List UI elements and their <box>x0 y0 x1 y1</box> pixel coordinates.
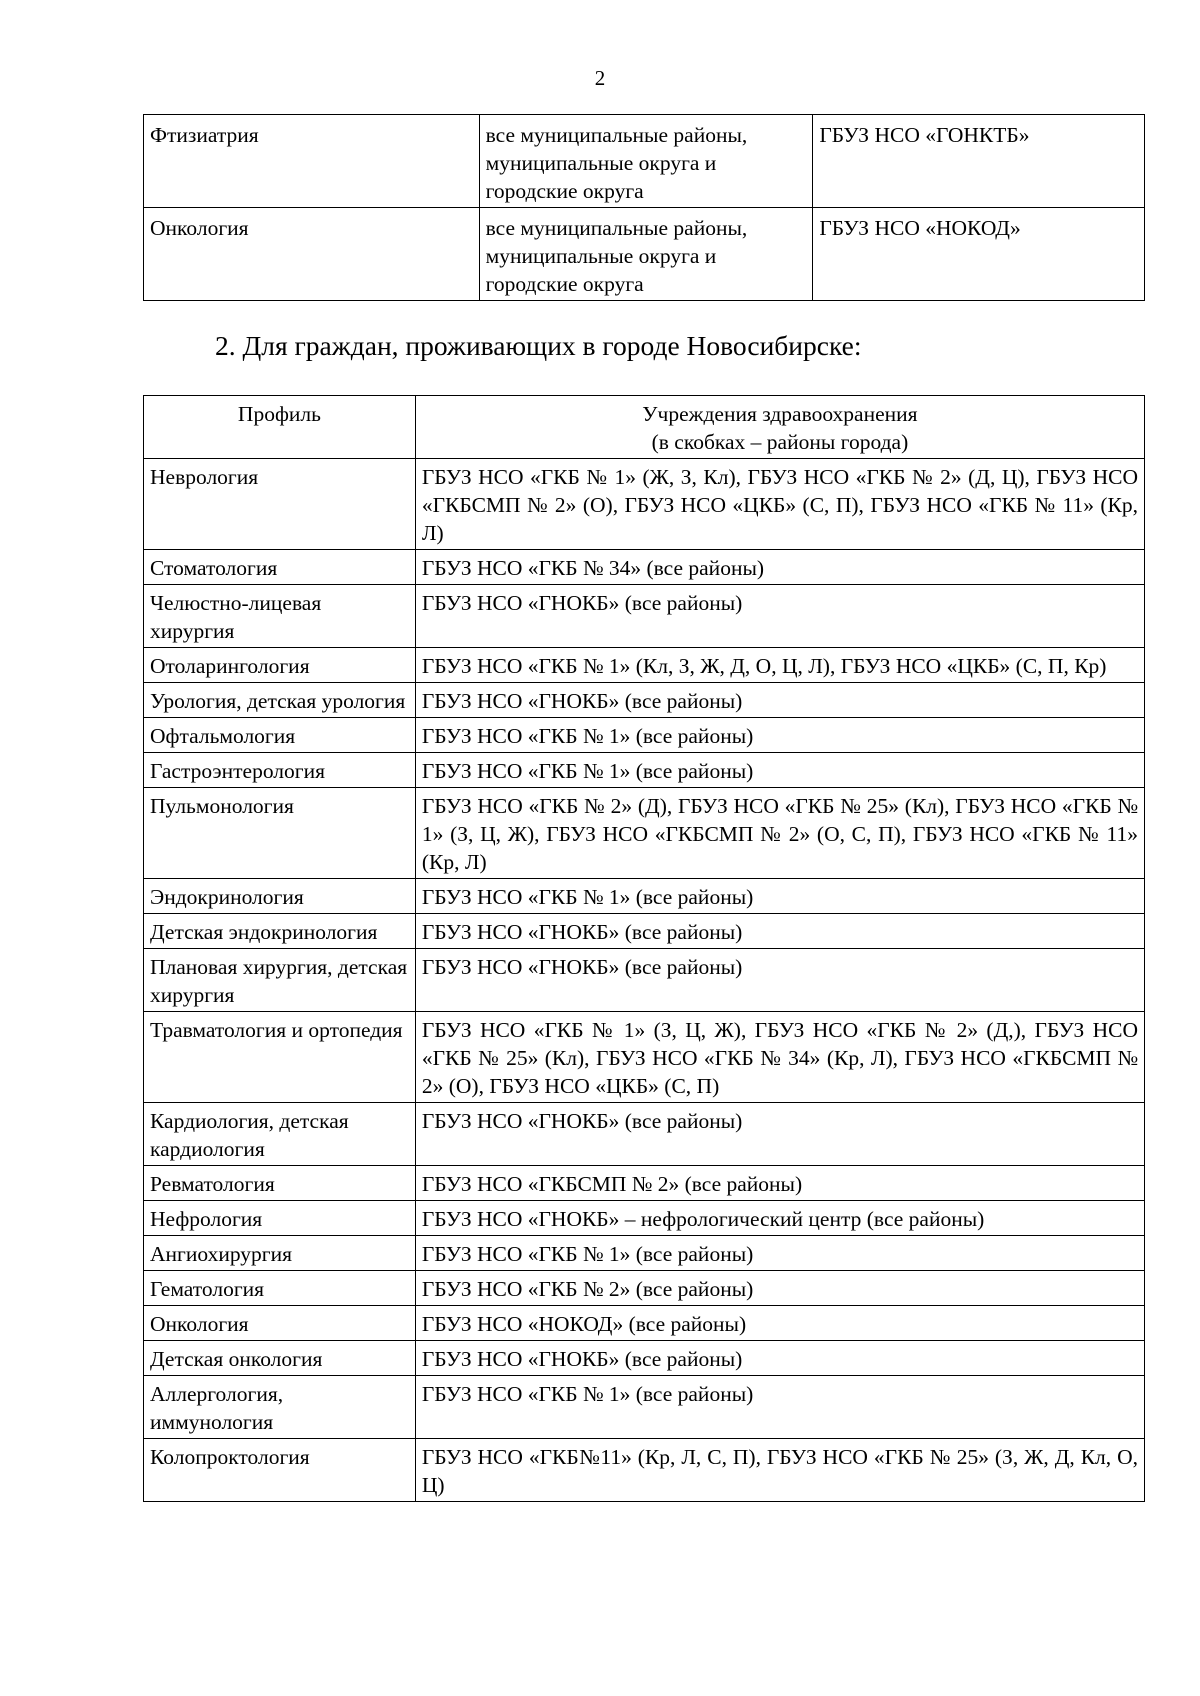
institutions-cell: ГБУЗ НСО «ГКБ № 2» (все районы) <box>415 1271 1144 1306</box>
table-row <box>144 753 1145 788</box>
profile-cell: Стоматология <box>144 550 416 585</box>
header-institutions-line2: (в скобках – районы города) <box>651 430 909 454</box>
institutions-cell: ГБУЗ НСО «ГКБ № 1» (все районы) <box>415 753 1144 788</box>
section-heading: 2. Для граждан, проживающих в городе Новосибирске: <box>215 330 862 361</box>
profile-cell: Нефрология <box>144 1201 416 1236</box>
table-row <box>144 879 1145 914</box>
profile-cell: Гематология <box>144 1271 416 1306</box>
table-row <box>144 1376 1145 1439</box>
institutions-cell: ГБУЗ НСО «ГКБ № 34» (все районы) <box>415 550 1144 585</box>
profile-cell: Урология, детская урология <box>144 683 416 718</box>
institutions-cell: ГБУЗ НСО «ГКБ № 1» (Ж, З, Кл), ГБУЗ НСО «ГКБ № 2» (Д, Ц), ГБУЗ НСО «ГКБСМП № 2» (О), ГБУЗ НСО «ЦКБ» (С, П), ГБУЗ НСО «ГКБ № 11» (Кр, Л) <box>415 459 1144 550</box>
table-row <box>144 683 1145 718</box>
table-row <box>144 1306 1145 1341</box>
institutions-cell: ГБУЗ НСО «ГКБ № 1» (все районы) <box>415 718 1144 753</box>
institutions-cell: ГБУЗ НСО «ГКБ № 1» (З, Ц, Ж), ГБУЗ НСО «ГКБ № 2» (Д,), ГБУЗ НСО «ГКБ № 25» (Кл), ГБУЗ НСО «ГКБ № 34» (Кр, Л), ГБУЗ НСО «ГКБСМП № 2» (О), ГБУЗ НСО «ЦКБ» (С, П) <box>415 1012 1144 1103</box>
page-number: 2 <box>594 66 606 90</box>
institutions-cell: ГБУЗ НСО «НОКОД» (все районы) <box>415 1306 1144 1341</box>
table-row <box>144 459 1145 550</box>
institutions-cell: ГБУЗ НСО «ГКБСМП № 2» (все районы) <box>415 1166 1144 1201</box>
table-row <box>144 1271 1145 1306</box>
header-institutions-line1: Учреждения здравоохранения <box>642 402 918 426</box>
profile-cell: Травматология и ортопедия <box>144 1012 416 1103</box>
institutions-cell: ГБУЗ НСО «ГНОКБ» (все районы) <box>415 585 1144 648</box>
profile-cell: Детская онкология <box>144 1341 416 1376</box>
table-row <box>144 788 1145 879</box>
city-table <box>143 395 1145 1502</box>
profile-cell: Неврология <box>144 459 416 550</box>
profile-cell: Пульмонология <box>144 788 416 879</box>
area-cell: все муниципальные районы, муниципальные округа и городские округа <box>479 208 813 301</box>
profile-cell: Отоларингология <box>144 648 416 683</box>
profile-cell: Челюстно-лицевая хирургия <box>144 585 416 648</box>
institutions-cell: ГБУЗ НСО «ГНОКБ» – нефрологический центр (все районы) <box>415 1201 1144 1236</box>
institutions-cell: ГБУЗ НСО «ГКБ № 1» (все районы) <box>415 1236 1144 1271</box>
institutions-cell: ГБУЗ НСО «ГНОКБ» (все районы) <box>415 683 1144 718</box>
profile-cell: Онкология <box>144 1306 416 1341</box>
profile-cell: Плановая хирургия, детская хирургия <box>144 949 416 1012</box>
profile-cell: Гастроэнтерология <box>144 753 416 788</box>
table-row <box>144 1236 1145 1271</box>
area-cell: все муниципальные районы, муниципальные округа и городские округа <box>479 115 813 208</box>
profile-cell: Офтальмология <box>144 718 416 753</box>
header-institutions <box>415 396 1144 459</box>
institution-cell: ГБУЗ НСО «ГОНКТБ» <box>813 115 1145 208</box>
profile-cell: Аллергология, иммунология <box>144 1376 416 1439</box>
table-row <box>144 1201 1145 1236</box>
table-row <box>144 208 1145 301</box>
institutions-cell: ГБУЗ НСО «ГКБ № 1» (все районы) <box>415 1376 1144 1439</box>
table-row <box>144 585 1145 648</box>
profile-cell: Ангиохирургия <box>144 1236 416 1271</box>
table-row <box>144 115 1145 208</box>
profile-cell: Фтизиатрия <box>144 115 480 208</box>
institutions-cell: ГБУЗ НСО «ГНОКБ» (все районы) <box>415 1103 1144 1166</box>
table-row <box>144 1166 1145 1201</box>
profile-cell: Колопроктология <box>144 1439 416 1502</box>
header-profile: Профиль <box>144 396 416 459</box>
table-row <box>144 1439 1145 1502</box>
profile-cell: Детская эндокринология <box>144 914 416 949</box>
table-header-row <box>144 396 1145 459</box>
table-row <box>144 550 1145 585</box>
profile-cell: Онкология <box>144 208 480 301</box>
table-row <box>144 718 1145 753</box>
profile-cell: Эндокринология <box>144 879 416 914</box>
table-row <box>144 949 1145 1012</box>
institutions-cell: ГБУЗ НСО «ГКБ № 1» (все районы) <box>415 879 1144 914</box>
institution-cell: ГБУЗ НСО «НОКОД» <box>813 208 1145 301</box>
profile-cell: Кардиология, детская кардиология <box>144 1103 416 1166</box>
table-row <box>144 1012 1145 1103</box>
table-row <box>144 648 1145 683</box>
table-row <box>144 1103 1145 1166</box>
table-row <box>144 1341 1145 1376</box>
profile-cell: Ревматология <box>144 1166 416 1201</box>
institutions-cell: ГБУЗ НСО «ГКБ № 1» (Кл, З, Ж, Д, О, Ц, Л), ГБУЗ НСО «ЦКБ» (С, П, Кр) <box>415 648 1144 683</box>
institutions-cell: ГБУЗ НСО «ГНОКБ» (все районы) <box>415 914 1144 949</box>
institutions-cell: ГБУЗ НСО «ГНОКБ» (все районы) <box>415 1341 1144 1376</box>
city-table-body <box>144 459 1145 1502</box>
institutions-cell: ГБУЗ НСО «ГКБ № 2» (Д), ГБУЗ НСО «ГКБ № 25» (Кл), ГБУЗ НСО «ГКБ № 1» (З, Ц, Ж), ГБУЗ НСО «ГКБСМП № 2» (О, С, П), ГБУЗ НСО «ГКБ № 11» (Кр, Л) <box>415 788 1144 879</box>
regional-table <box>143 114 1145 301</box>
institutions-cell: ГБУЗ НСО «ГНОКБ» (все районы) <box>415 949 1144 1012</box>
table-row <box>144 914 1145 949</box>
institutions-cell: ГБУЗ НСО «ГКБ№11» (Кр, Л, С, П), ГБУЗ НСО «ГКБ № 25» (З, Ж, Д, Кл, О, Ц) <box>415 1439 1144 1502</box>
